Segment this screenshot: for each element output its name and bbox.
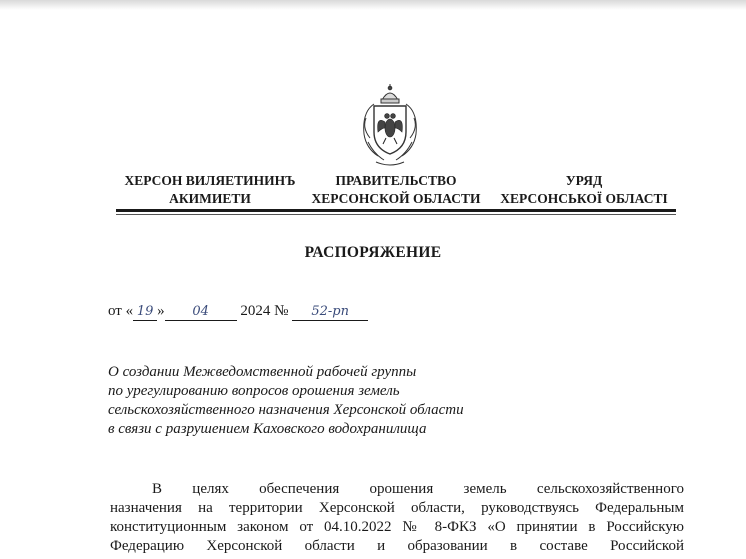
header-right-line-2: ХЕРСОНСЬКОЇ ОБЛАСТІ <box>500 191 668 206</box>
header-left-line-2: АКИМИЕТИ <box>169 191 251 206</box>
header-divider-thin <box>116 214 676 215</box>
date-year-label: 2024 № <box>236 303 293 319</box>
date-quote-close: » <box>157 303 165 319</box>
header-russian <box>310 172 482 208</box>
subject-line-4: в связи с разрушением Каховского водохранилища <box>108 421 427 437</box>
date-prefix: от « <box>108 303 134 319</box>
crown-icon <box>381 84 399 103</box>
body-line-4: Федерацию Херсонской области и образовании в составе Российской <box>110 538 684 554</box>
date-day-handwritten: 19 <box>133 304 157 321</box>
header-middle-line-1: ПРАВИТЕЛЬСТВО <box>335 173 457 188</box>
subject-line-3: сельскохозяйственного назначения Херсонской области <box>108 402 464 418</box>
coat-of-arms-emblem <box>352 82 428 170</box>
body-line-1: В целях обеспечения орошения земель сельскохозяйственного <box>152 481 684 497</box>
document-subject <box>108 363 588 439</box>
document-number-handwritten: 52-рп <box>292 304 368 321</box>
header-middle-line-2: ХЕРСОНСКОЙ ОБЛАСТИ <box>311 191 481 206</box>
document-title: РАСПОРЯЖЕНИЕ <box>304 244 442 261</box>
date-number-line <box>108 303 368 321</box>
date-month-handwritten: 04 <box>165 304 237 321</box>
subject-line-1: О создании Межведомственной рабочей группы <box>108 364 417 380</box>
page-top-edge <box>0 0 746 10</box>
body-line-2: назначения на территории Херсонской области, руководствуясь Федеральным <box>110 500 684 516</box>
header-right-line-1: УРЯД <box>565 173 603 188</box>
body-line-3: конституционным законом от 04.10.2022 № 8-ФКЗ «О принятии в Российскую <box>110 519 684 535</box>
header-left-line-1: ХЕРСОН ВИЛЯЕТИНИНЪ <box>124 173 296 188</box>
subject-line-2: по урегулированию вопросов орошения земель <box>108 383 400 399</box>
header-divider-thick <box>116 209 676 212</box>
document-body <box>110 480 684 556</box>
header-ukrainian <box>494 172 674 208</box>
header-crimean-tatar <box>112 172 308 208</box>
